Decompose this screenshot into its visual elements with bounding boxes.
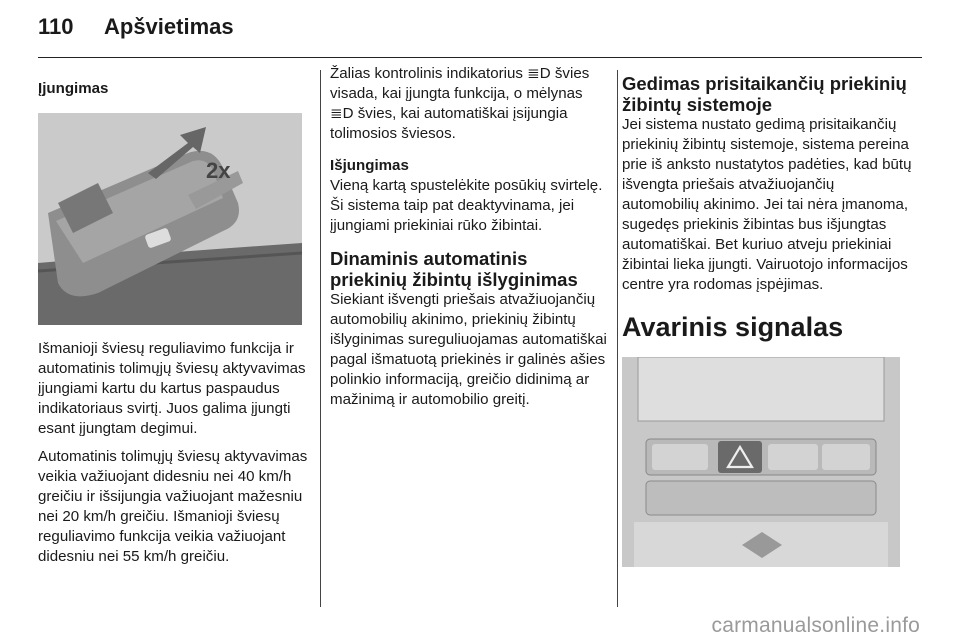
- column-3: [622, 70, 912, 567]
- hazard-panel-illustration: [622, 357, 900, 567]
- column-1: [38, 70, 310, 567]
- press-count-label: 2x: [206, 158, 231, 183]
- section-heading: Dinaminis automatinis priekinių žibintų išlyginimas: [330, 248, 578, 290]
- paragraph: Išmanioji šviesų reguliavimo funkcija ir automatinis tolimųjų šviesų aktyvavimas įjungiami kartu du kartus paspaudus indikatoriaus svirtį. Juos galima įjungti esant įjungtam degimui.: [38, 340, 306, 437]
- paragraph: Žalias kontrolinis indikatorius ≣D švies visada, kai įjungta funkcija, o mėlynas ≣D švies, kai automatiškai įsijungia tolimosios šviesos.: [330, 65, 590, 142]
- page-number: 110: [38, 14, 74, 39]
- watermark: carmanualsonline.info: [711, 614, 920, 637]
- section-heading: Įjungimas: [38, 80, 109, 97]
- column-divider: [617, 70, 618, 607]
- section-heading: Gedimas prisitaikančių priekinių žibintų sistemoje: [622, 73, 907, 115]
- indicator-lever-illustration: [38, 113, 302, 325]
- paragraph: Jei sistema nustato gedimą prisitaikančių priekinių žibintų sistemoje, sistema pereina prie iš anksto nustatytos padėties, kad būtų išvengta priešais atvažiuojančių automobilių akinimo. Jei tai nėra įmanoma, sugedęs priekinis žibintas bus išjungtas automatiškai. Bet kuriuo atveju priekiniai žibintai lieka įjungti. Vairuotojo informacijos centre yra rodomas įspėjimas.: [622, 116, 912, 293]
- page-title: Apšvietimas: [104, 14, 234, 39]
- section-heading: Avarinis signalas: [622, 312, 844, 342]
- paragraph: Vieną kartą spustelėkite posūkių svirtelę. Ši sistema taip pat deaktyvinama, jei įjungiami priekiniai rūko žibintai.: [330, 177, 603, 234]
- hazard-switch-figure: [622, 357, 900, 567]
- page-header: [38, 14, 234, 40]
- header-rule: [38, 57, 922, 58]
- paragraph: Automatinis tolimųjų šviesų aktyvavimas veikia važiuojant didesniu nei 40 km/h greičiu ir išsijungia važiuojant mažesniu nei 20 km/h greičiu. Išmanioji šviesų reguliavimo funkcija veikia važiuojant didesniu nei 55 km/h greičiu.: [38, 448, 308, 565]
- column-2: [330, 65, 608, 410]
- section-heading: Išjungimas: [330, 157, 409, 174]
- paragraph: Siekiant išvengti priešais atvažiuojančių automobilių akinimo, priekinių žibintų išlyginimas sureguliuojamas automatiškai pagal išmatuotą priekinės ir galinės ašies polinkio informaciją, greičio didinimą ar mažinimą ir automobilio greitį.: [330, 291, 607, 408]
- indicator-lever-figure: [38, 113, 302, 325]
- column-divider: [320, 70, 321, 607]
